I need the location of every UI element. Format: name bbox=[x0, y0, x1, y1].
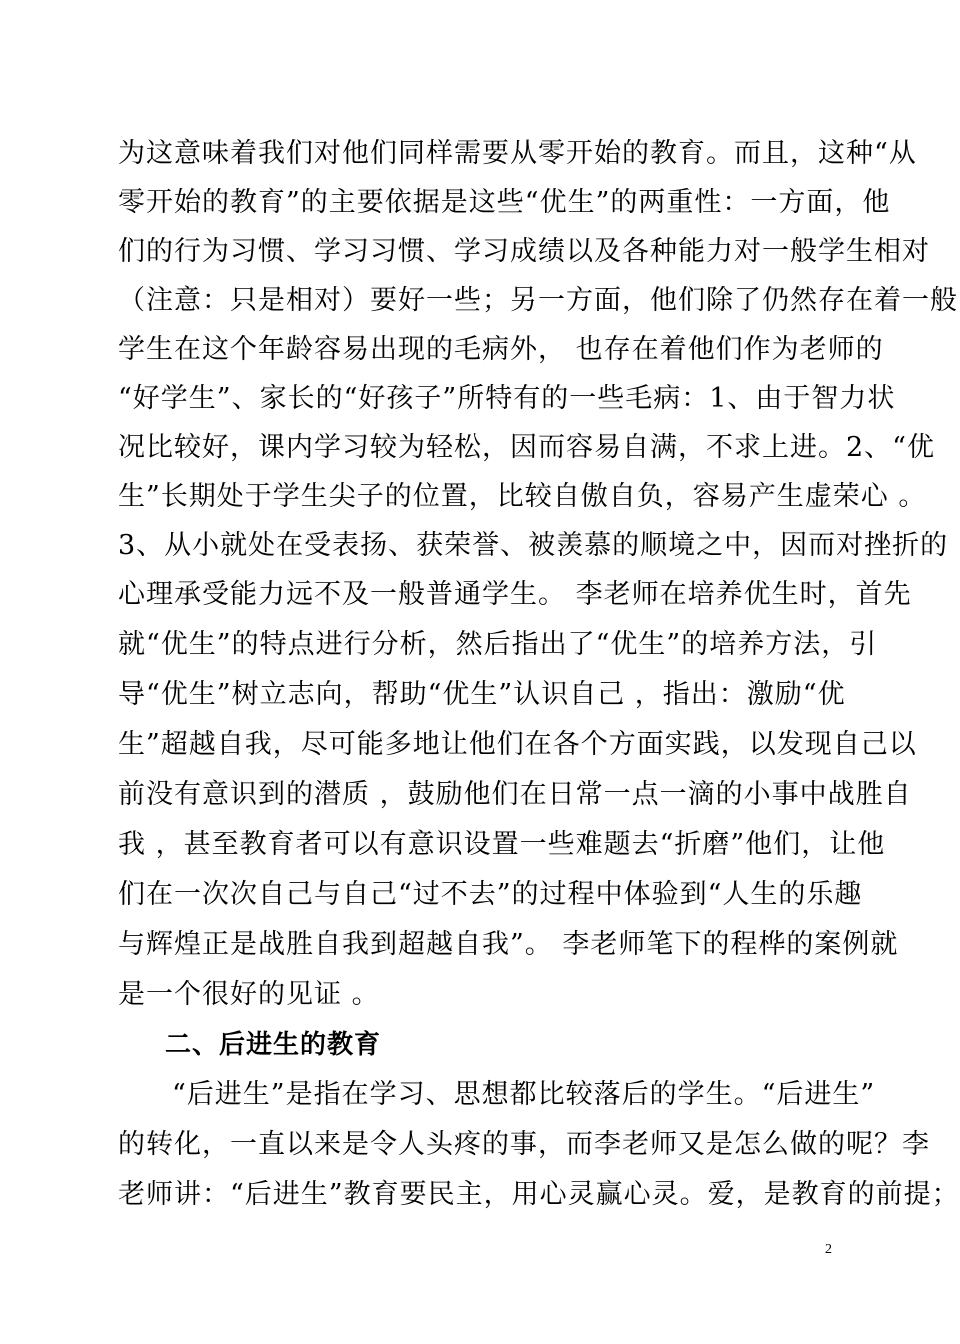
paragraph-line: 心理承受能力远不及一般普通学生。 李老师在培养优生时，首先 bbox=[118, 579, 912, 610]
section-heading: 二、后进生的教育 bbox=[165, 1030, 382, 1060]
paragraph-line: 生”长期处于学生尖子的位置，比较自傲自负，容易产生虚荣心 。 bbox=[118, 481, 927, 512]
paragraph-line: 前没有意识到的潜质 ，鼓励他们在日常一点一滴的小事中战胜自 bbox=[118, 779, 912, 810]
paragraph-line: 们在一次次自己与自己“过不去”的过程中体验到“人生的乐趣 bbox=[118, 879, 863, 910]
paragraph-line: 导“优生”树立志向，帮助“优生”认识自己 ，指出：激励“优 bbox=[118, 679, 846, 710]
paragraph-line: 与辉煌正是战胜自我到超越自我”。 李老师笔下的程桦的案例就 bbox=[118, 929, 899, 960]
paragraph-line: 老师讲：“后进生”教育要民主，用心灵赢心灵。爱，是教育的前提； bbox=[118, 1179, 960, 1210]
paragraph-line: 我 ，甚至教育者可以有意识设置一些难题去“折磨”他们，让他 bbox=[118, 829, 886, 860]
paragraph-line: 学生在这个年龄容易出现的毛病外， 也存在着他们作为老师的 bbox=[118, 334, 884, 365]
paragraph-line: 况比较好，课内学习较为轻松，因而容易自满，不求上进。2、“优 bbox=[118, 432, 935, 463]
paragraph-line: 的转化，一直以来是令人头疼的事，而李老师又是怎么做的呢？李 bbox=[118, 1129, 930, 1160]
paragraph-line: “后进生”是指在学习、思想都比较落后的学生。“后进生” bbox=[172, 1079, 876, 1110]
paragraph-line: 是一个很好的见证 。 bbox=[118, 979, 380, 1010]
paragraph-line: “好学生”、家长的“好孩子”所特有的一些毛病：1、由于智力状 bbox=[118, 383, 896, 414]
paragraph-line: 就“优生”的特点进行分析，然后指出了“优生”的培养方法，引 bbox=[118, 629, 878, 660]
paragraph-line: （注意：只是相对）要好一些；另一方面，他们除了仍然存在着一般 bbox=[118, 285, 958, 316]
paragraph-line: 生”超越自我，尽可能多地让他们在各个方面实践，以发现自己以 bbox=[118, 729, 917, 760]
paragraph-line: 为这意味着我们对他们同样需要从零开始的教育。而且，这种“从 bbox=[118, 138, 917, 169]
paragraph-line: 3、从小就处在受表扬、获荣誉、被羡慕的顺境之中，因而对挫折的 bbox=[118, 530, 949, 561]
paragraph-line: 们的行为习惯、学习习惯、学习成绩以及各种能力对一般学生相对 bbox=[118, 236, 930, 267]
paragraph-line: 零开始的教育”的主要依据是这些“优生”的两重性：一方面，他 bbox=[118, 187, 891, 218]
page-number: 2 bbox=[825, 1242, 832, 1257]
